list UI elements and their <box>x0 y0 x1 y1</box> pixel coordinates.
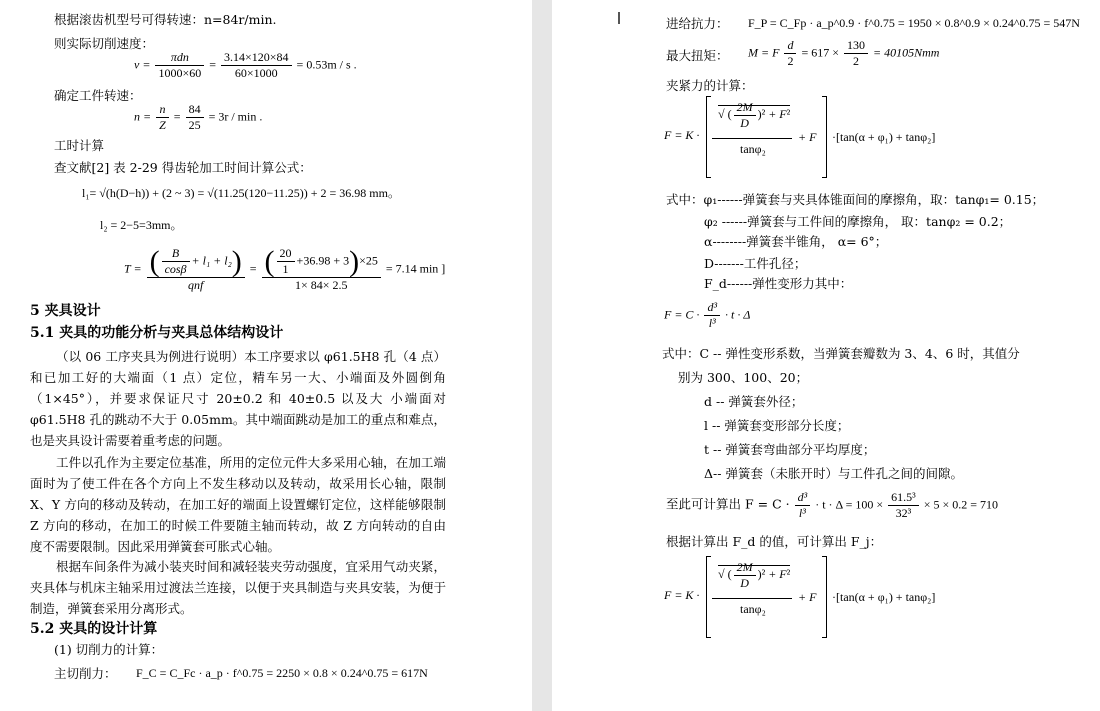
section-heading: 5 夹具设计 <box>30 303 101 319</box>
eq-term: ·[tan(α + φ₁) + tanφ₂] <box>832 590 936 604</box>
rotation-equation: n = $\frac{n}{Z}$ = $\frac{84}{25}$ = 3r / min . <box>134 102 263 132</box>
eq-term: ·[tan(α + φ₁) + tanφ₂] <box>832 130 936 144</box>
eq-denominator: D <box>740 116 749 130</box>
subsection-heading: 5.2 夹具的设计计算 <box>30 621 158 637</box>
eq-lhs: T = <box>124 261 142 276</box>
eq-rhs: · t · Δ <box>725 307 751 322</box>
bracket-right <box>822 556 827 638</box>
cutting-force-equation: F_C = C_Fc · a_p · f^0.75 = 2250 × 0.8 × 0.24^0.75 = 617N <box>136 666 428 680</box>
subsection-heading: 5.1 夹具的功能分析与夹具总体结构设计 <box>30 325 284 341</box>
eq-term: +36.98 + 3 <box>296 253 350 268</box>
text-line: 别为 300、100、20； <box>678 370 809 385</box>
text-line: 查文献[2] 表 2-29 得齿轮加工时间计算公式： <box>54 160 312 175</box>
fraction-bar <box>712 138 792 139</box>
eq-denominator: cosβ <box>164 262 187 276</box>
eq-denominator: 25 <box>188 118 201 132</box>
fraction-bar <box>712 598 792 599</box>
eq-term: + F <box>768 567 787 582</box>
eq-denominator: 1 <box>282 262 289 276</box>
eq-denominator: 1000×60 <box>158 66 202 80</box>
eq-denominator: 60×1000 <box>234 66 278 80</box>
eq-rhs: × 5 × 0.2 = 710 <box>923 497 999 512</box>
text-line: 式中：φ₁------弹簧套与夹具体锥面间的摩擦角，取：tanφ₁= 0.15； <box>666 192 1045 207</box>
text-line: 最大扭矩： <box>666 48 729 63</box>
eq-numerator: πdn <box>155 50 204 66</box>
eq-term: = 617 × <box>801 45 839 60</box>
eq-numerator: d <box>784 38 796 54</box>
text-line: Δ-- 弹簧套（未胀开时）与工件孔之间的间隙。 <box>704 466 963 481</box>
eq-denominator: qnf <box>187 278 204 292</box>
eq-numerator: 3.14×120×84 <box>221 50 292 66</box>
elastic-force-calculation <box>666 490 998 521</box>
bracket-left <box>706 96 711 178</box>
torque-equation <box>748 38 939 69</box>
eq-rhs: = 40105Nmm <box>872 45 940 60</box>
eq-numerator: 2M <box>734 560 756 576</box>
eq-numerator: d³ <box>704 300 720 316</box>
eq-numerator: √ ( $\frac{2M}{D}$ )² + F² <box>718 560 791 590</box>
text-line: 工时计算 <box>54 138 105 153</box>
eq-lhs: F = K · <box>664 588 700 602</box>
time-equation: T = ( $\frac{B}{\cos\beta}$ + l₁ + l₂) qnf = ( $\frac{20}{1}$ +36.98 + 3)×25 1× 84× 2.5 = 7.14 min ] <box>124 244 446 292</box>
eq-denominator: 32³ <box>895 506 912 520</box>
eq-numerator: √ ( $\frac{2M}{D}$ )² + F² <box>718 100 791 130</box>
eq-denominator: D <box>740 576 749 590</box>
eq-lhs: M = F <box>748 45 780 60</box>
eq-numerator: 20 <box>277 246 295 262</box>
eq-term: + l₁ + l₂ <box>191 253 232 268</box>
text-line: α--------弹簧套半锥角， α= 6°； <box>704 234 888 249</box>
feed-force-equation: F_P = C_Fp · a_p^0.9 · f^0.75 = 1950 × 0.8^0.9 × 0.24^0.75 = 547N <box>748 16 1080 30</box>
text-line: d -- 弹簧套外径； <box>704 394 804 409</box>
text-line: 确定工件转速： <box>54 88 142 103</box>
eq-lhs: F = C · <box>664 307 700 322</box>
page-gap <box>532 0 552 711</box>
text-line: F_d------弹性变形力其中： <box>704 276 853 291</box>
eq-denominator: tanφ₂ <box>740 602 766 616</box>
text-line: D-------工件孔径； <box>704 256 807 271</box>
eq-lhs: v = <box>134 57 151 72</box>
eq-rhs: = 3r / min . <box>208 109 263 124</box>
eq-denominator: l³ <box>798 506 806 520</box>
eq-term: ×25 <box>359 253 378 268</box>
document-page-left <box>0 0 532 711</box>
eq-numerator: n <box>156 102 169 118</box>
eq-denominator: l³ <box>708 316 716 330</box>
eq-rhs: = 7.14 min ] <box>385 261 446 276</box>
eq-denominator: Z <box>159 118 166 132</box>
bracket-left <box>706 556 711 638</box>
eq-term: + F <box>798 130 817 144</box>
text-line: 则实际切削速度： <box>54 36 155 51</box>
document-page-right <box>552 0 1100 711</box>
eq-numerator: B <box>162 246 190 262</box>
text-line: l -- 弹簧套变形部分长度； <box>704 418 850 433</box>
eq-term: + F <box>768 107 787 122</box>
eq-numerator: 130 <box>844 38 868 54</box>
eq-numerator: d³ <box>795 490 811 506</box>
margin-mark <box>618 12 620 24</box>
eq-denominator: 2 <box>852 54 859 68</box>
l1-equation: l₁= √(h(D−h)) + (2 ~ 3) = √(11.25(120−11.25)) + 2 = 36.98 mm。 <box>82 186 400 200</box>
eq-numerator: 61.5³ <box>888 490 919 506</box>
velocity-equation: v = $\frac{\text{πdn}}{1000\times 60}$ = $\frac{3.14\times 120\times 84}{60\times 1000}$ = 0.53m / s . <box>134 50 357 80</box>
text-line: (1) 切削力的计算： <box>54 642 164 657</box>
eq-numerator: 2M <box>734 100 756 116</box>
text-line: 式中：C -- 弹性变形系数，当弹簧套瓣数为 3、4、6 时，其值分 <box>662 346 1020 361</box>
text-line: 进给抗力： <box>666 16 729 31</box>
elastic-force-equation <box>664 300 750 331</box>
eq-lhs: F = K · <box>664 128 700 142</box>
paragraph: 根据车间条件为减小装夹时间和减轻装夹劳动强度，宜采用气动夹紧，夹具体与机床主轴采用过渡法兰连接，以便于夹具制造与夹具安装，为便于制造，弹簧套采用分离形式。 <box>30 559 446 616</box>
eq-lhs: 至此可计算出 F = C · <box>666 496 790 512</box>
text-line: φ₂ ------弹簧套与工件间的摩擦角， 取：tanφ₂ = 0.2； <box>704 214 1012 229</box>
text-line: 根据滚齿机型号可得转速：n=84r/min. <box>54 12 277 27</box>
l2-equation: l₂ = 2−5=3mm。 <box>100 218 183 232</box>
text-line: 根据计算出 F_d 的值，可计算出 F_j： <box>666 534 883 549</box>
eq-term: + F <box>798 590 817 604</box>
eq-denominator: tanφ₂ <box>740 142 766 156</box>
bracket-right <box>822 96 827 178</box>
eq-denominator: 2 <box>787 54 794 68</box>
paragraph: 工件以孔作为主要定位基准，所用的定位元件大多采用心轴，在加工端面时为了使工件在各个方向上不发生移动以及转动，故采用长心轴，限制 X、Y 方向的移动及转动，在加工好的端面上设置螺钉定位，这样能够限制 Z 方向的移动，在加工的时候工件要随主轴而转动，故 Z 方向转动的自由度不需要限制。因此采用弹簧套可胀式心轴。 <box>30 455 446 554</box>
eq-numerator: 84 <box>186 102 204 118</box>
text-line: 夹紧力的计算： <box>666 78 754 93</box>
eq-lhs: n = <box>134 109 155 124</box>
eq-term: · t · Δ = 100 × <box>815 497 884 512</box>
text-line: 主切削力： <box>54 666 117 681</box>
paragraph: （以 06 工序夹具为例进行说明）本工序要求以 φ61.5H8 孔（4 点）和已加工好的大端面（1 点）定位，精车另一大、小端面及外圆倒角（1×45°），并要求保证尺寸 20±0.2 和 40±0.5 以及大 小端面对φ61.5H8 孔的跳动不大于 0.05mm。其中端面跳动是加工的重点和难点，也是夹具设计需要着重考虑的问题。 <box>30 349 446 448</box>
eq-rhs: = 0.53m / s . <box>296 57 357 72</box>
eq-denominator: 1× 84× 2.5 <box>294 278 348 292</box>
text-line: t -- 弹簧套弯曲部分平均厚度； <box>704 442 876 457</box>
